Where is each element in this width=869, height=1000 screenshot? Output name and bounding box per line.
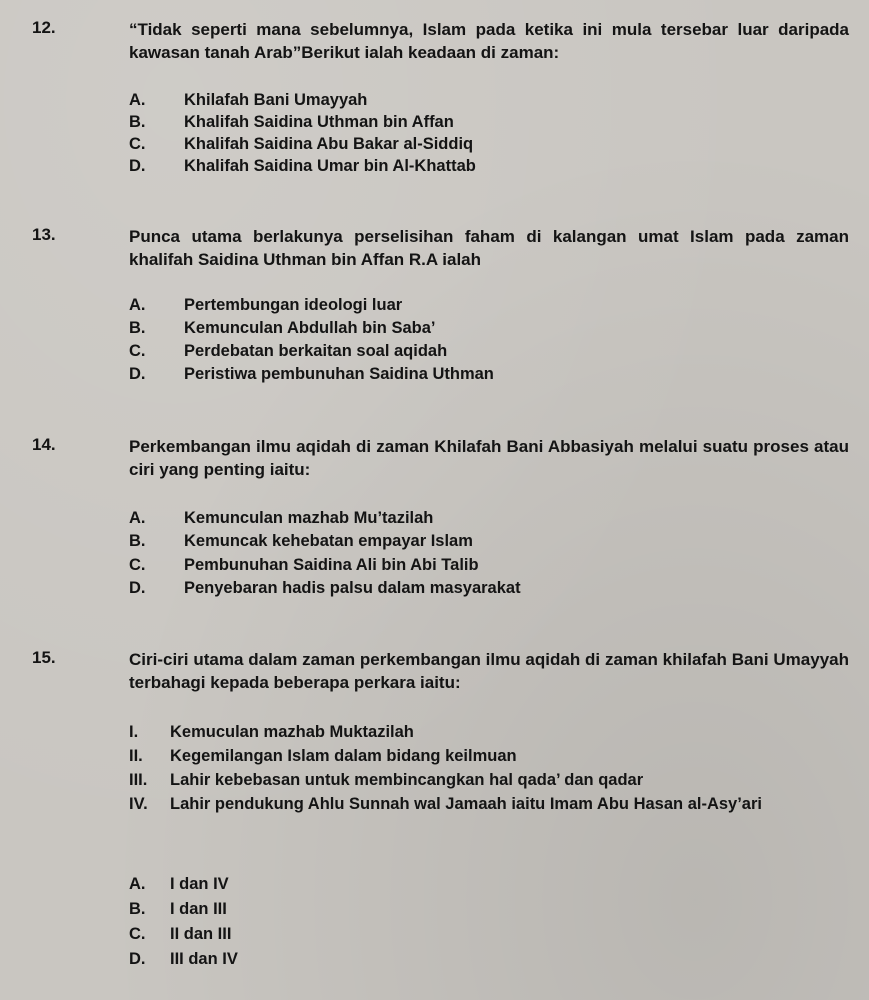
question-number: 12.	[32, 18, 56, 37]
statement-i	[129, 721, 414, 743]
statement-text: Lahir pendukung Ahlu Sunnah wal Jamaah iaitu Imam Abu Hasan al-Asy’ari	[170, 795, 762, 813]
option-letter: A.	[129, 509, 146, 527]
option-text: Peristiwa pembunuhan Saidina Uthman	[184, 365, 494, 383]
option-letter: B.	[129, 900, 146, 918]
option-d	[129, 577, 521, 599]
option-text: I dan III	[170, 900, 227, 918]
statement-numeral: I.	[129, 723, 139, 741]
option-text: III dan IV	[170, 950, 238, 968]
option-letter: C.	[129, 342, 146, 360]
question-number: 15.	[32, 648, 56, 667]
option-text: Perdebatan berkaitan soal aqidah	[184, 342, 448, 360]
option-letter: D.	[129, 579, 146, 597]
statement-iv	[129, 793, 849, 815]
option-d	[129, 948, 238, 970]
statement-text: Kemuculan mazhab Muktazilah	[170, 723, 414, 741]
option-a	[129, 507, 433, 529]
option-c	[129, 923, 231, 945]
option-text: I dan IV	[170, 875, 229, 893]
option-text: Kemunculan mazhab Mu’tazilah	[184, 509, 434, 527]
question-stem: Punca utama berlakunya perselisihan faham di kalangan umat Islam pada zaman khalifah Saidina Uthman bin Affan R.A ialah	[129, 227, 849, 269]
option-d	[129, 155, 476, 177]
option-c	[129, 554, 479, 576]
option-a	[129, 873, 229, 895]
question-stem: Ciri-ciri utama dalam zaman perkembangan ilmu aqidah di zaman khilafah Bani Umayyah terbahagi kepada beberapa perkara iaitu:	[129, 650, 849, 692]
option-text: Khilafah Bani Umayyah	[184, 91, 368, 109]
option-letter: A.	[129, 296, 146, 314]
option-text: Khalifah Saidina Uthman bin Affan	[184, 113, 454, 131]
statement-iii	[129, 769, 643, 791]
option-letter: D.	[129, 365, 146, 383]
option-text: Kemuncak kehebatan empayar Islam	[184, 532, 473, 550]
option-a	[129, 294, 402, 316]
statement-text: Lahir kebebasan untuk membincangkan hal qada’ dan qadar	[170, 771, 644, 789]
option-letter: D.	[129, 950, 146, 968]
question-number: 13.	[32, 225, 56, 244]
question-stem: Perkembangan ilmu aqidah di zaman Khilafah Bani Abbasiyah melalui suatu proses atau ciri yang penting iaitu:	[129, 437, 849, 479]
option-b	[129, 898, 227, 920]
statement-numeral: IV.	[129, 795, 148, 813]
option-text: Kemunculan Abdullah bin Saba’	[184, 319, 436, 337]
option-text: Khalifah Saidina Umar bin Al-Khattab	[184, 157, 476, 175]
option-letter: C.	[129, 556, 146, 574]
option-text: Penyebaran hadis palsu dalam masyarakat	[184, 579, 521, 597]
option-a	[129, 89, 367, 111]
question-stem: “Tidak seperti mana sebelumnya, Islam pada ketika ini mula tersebar luar daripada kawasan tanah Arab”Berikut ialah keadaan di zaman:	[129, 20, 849, 62]
option-b	[129, 111, 454, 133]
option-text: Pembunuhan Saidina Ali bin Abi Talib	[184, 556, 479, 574]
option-letter: C.	[129, 925, 146, 943]
question-number: 14.	[32, 435, 56, 454]
statement-text: Kegemilangan Islam dalam bidang keilmuan	[170, 747, 517, 765]
statement-ii	[129, 745, 517, 767]
option-letter: A.	[129, 91, 146, 109]
option-text: II dan III	[170, 925, 232, 943]
option-letter: B.	[129, 113, 146, 131]
statement-numeral: II.	[129, 747, 143, 765]
option-c	[129, 340, 447, 362]
option-text: Pertembungan ideologi luar	[184, 296, 403, 314]
option-letter: C.	[129, 135, 146, 153]
option-b	[129, 317, 436, 339]
option-letter: D.	[129, 157, 146, 175]
option-text: Khalifah Saidina Abu Bakar al-Siddiq	[184, 135, 474, 153]
statement-numeral: III.	[129, 771, 148, 789]
option-b	[129, 530, 473, 552]
option-letter: B.	[129, 532, 146, 550]
option-c	[129, 133, 473, 155]
option-d	[129, 363, 494, 385]
option-letter: A.	[129, 875, 146, 893]
option-letter: B.	[129, 319, 146, 337]
